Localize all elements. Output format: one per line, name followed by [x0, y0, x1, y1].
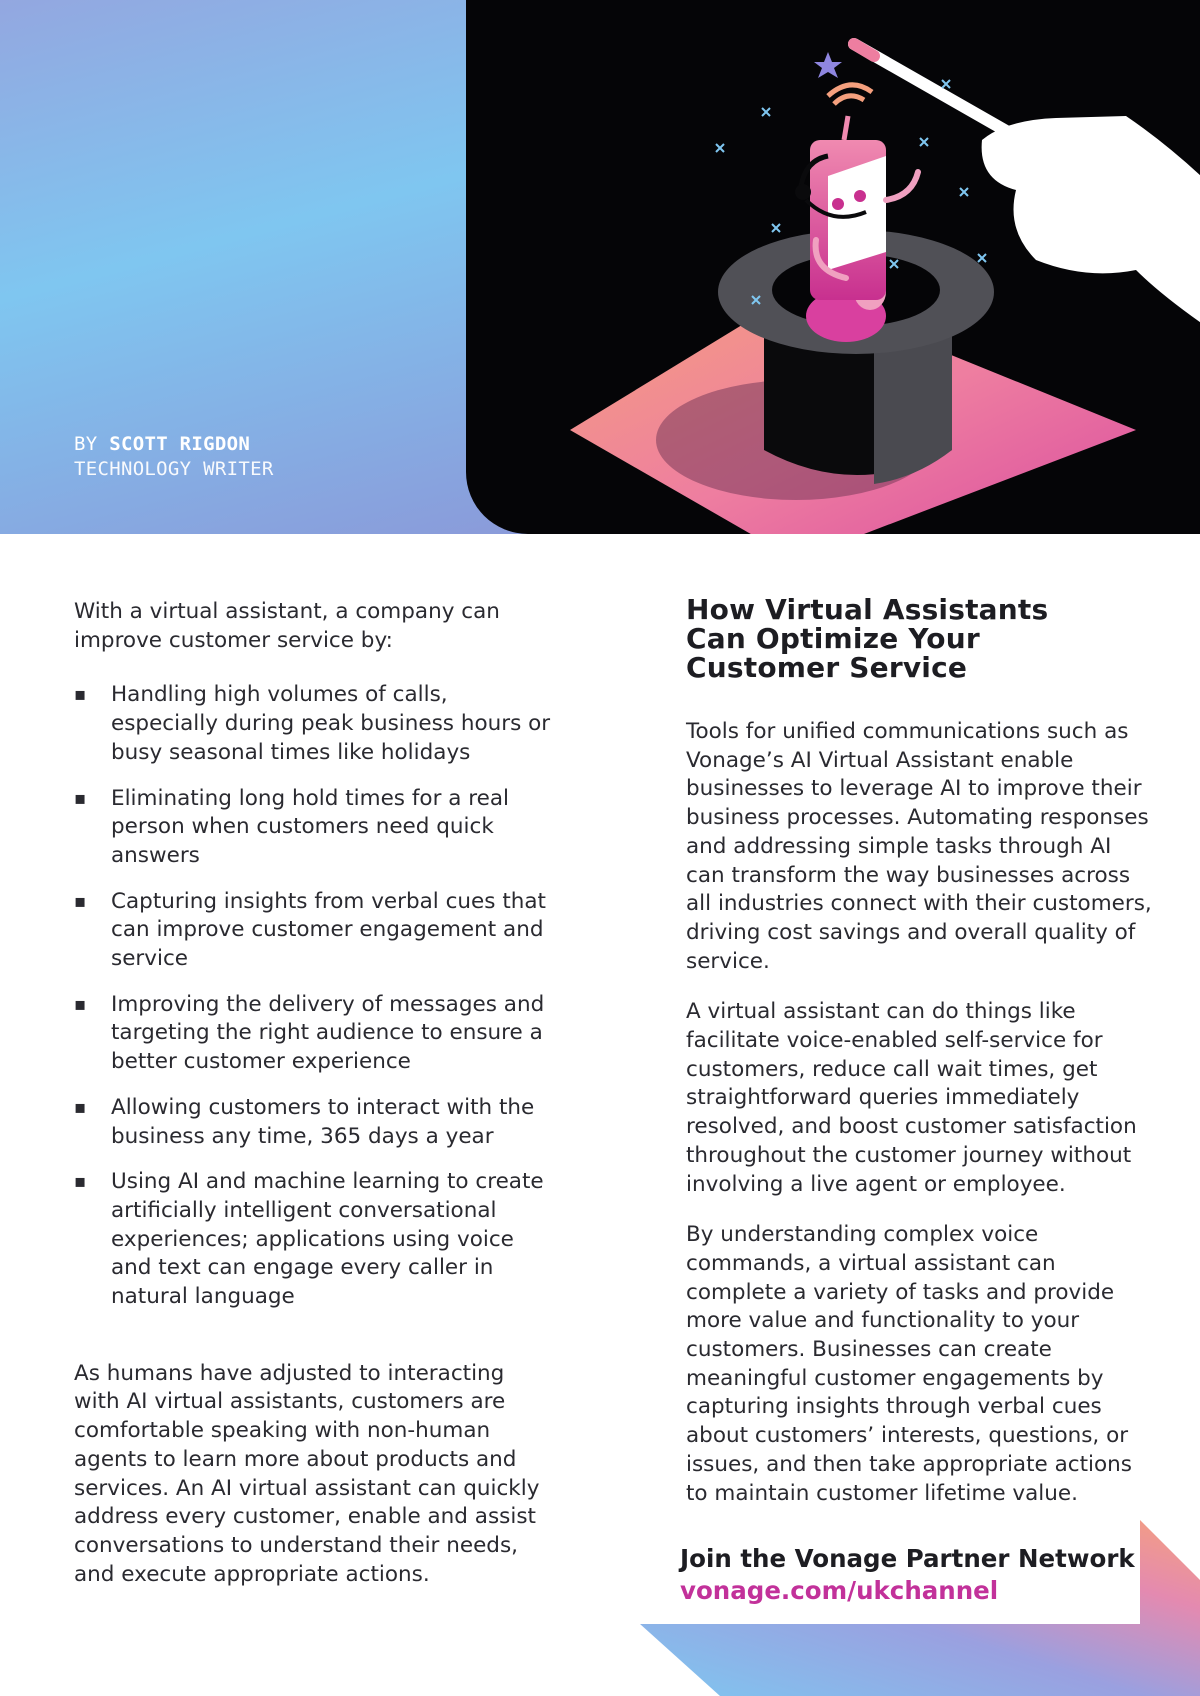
- heading-line: How Virtual Assistants: [686, 593, 1049, 626]
- list-item-text: Improving the delivery of messages and targeting the right audience to ensure a better customer experience: [111, 991, 545, 1075]
- bullet-icon: ▪: [74, 684, 87, 706]
- section-heading: [686, 595, 1156, 682]
- hero-banner: [0, 0, 1200, 534]
- closing-paragraph: As humans have adjusted to interacting with AI virtual assistants, customers are comfortable speaking with non-human agents to learn more about products and services. An AI virtual assistant can quickly address every customer, enable and assist conversations to understand their needs, and execute appropriate actions.: [74, 1360, 540, 1587]
- partner-network-link[interactable]: vonage.com/ukchannel: [680, 1576, 999, 1605]
- paragraph: By understanding complex voice commands, a virtual assistant can complete a variety of tasks and provide more value and functionality to your customers. Businesses can create meaningful customer engagements by capturing insights through verbal cues about customers’ interests, questions, or issues, and then take appropriate actions to maintain customer lifetime value.: [686, 1222, 1132, 1506]
- intro-text: With a virtual assistant, a company can improve customer service by:: [74, 599, 500, 653]
- left-column: [74, 598, 554, 1589]
- right-column: [686, 595, 1156, 1530]
- list-item-text: Handling high volumes of calls, especially during peak business hours or busy seasonal times like holidays: [111, 682, 551, 765]
- author-role: TECHNOLOGY WRITER: [74, 458, 274, 480]
- robot-in-magic-hat-icon: [466, 0, 1200, 534]
- paragraph: Tools for unified communications such as Vonage’s AI Virtual Assistant enable businesses to leverage AI to improve their business processes. Automating responses and addressing simple tasks through AI can transform the way businesses across all industries connect with their customers, driving cost savings and overall quality of service.: [686, 719, 1152, 974]
- list-item-text: Allowing customers to interact with the business any time, 365 days a year: [111, 1094, 535, 1149]
- heading-line: Can Optimize Your: [686, 622, 980, 655]
- bullet-icon: ▪: [74, 787, 87, 809]
- list-item-text: Capturing insights from verbal cues that can improve customer engagement and service: [111, 888, 546, 972]
- list-item: [74, 681, 554, 767]
- list-item: [74, 1094, 554, 1151]
- bullet-icon: ▪: [74, 890, 87, 912]
- benefits-list: [74, 681, 554, 1311]
- list-item-text: Eliminating long hold times for a real person when customers need quick answers: [111, 785, 509, 868]
- bullet-icon: ▪: [74, 1171, 87, 1193]
- byline-prefix: BY: [74, 433, 98, 455]
- paragraph: A virtual assistant can do things like facilitate voice-enabled self-service for customers, reduce call wait times, get straightforward queries immediately resolved, and boost customer satisfaction throughout the customer journey without involving a live agent or employee.: [686, 999, 1137, 1197]
- bullet-icon: ▪: [74, 993, 87, 1015]
- list-item: [74, 991, 554, 1077]
- hero-illustration: [466, 0, 1200, 534]
- heading-line: Customer Service: [686, 651, 968, 684]
- list-item: [74, 1168, 554, 1312]
- byline: [74, 432, 274, 482]
- bullet-icon: ▪: [74, 1096, 87, 1118]
- list-item: [74, 888, 554, 974]
- author-name: SCOTT RIGDON: [109, 433, 251, 455]
- list-item-text: Using AI and machine learning to create artificially intelligent conversational experiences; applications using voice and text can engage every caller in natural language: [111, 1169, 544, 1310]
- list-item: [74, 785, 554, 871]
- cta-title: Join the Vonage Partner Network: [680, 1544, 1135, 1573]
